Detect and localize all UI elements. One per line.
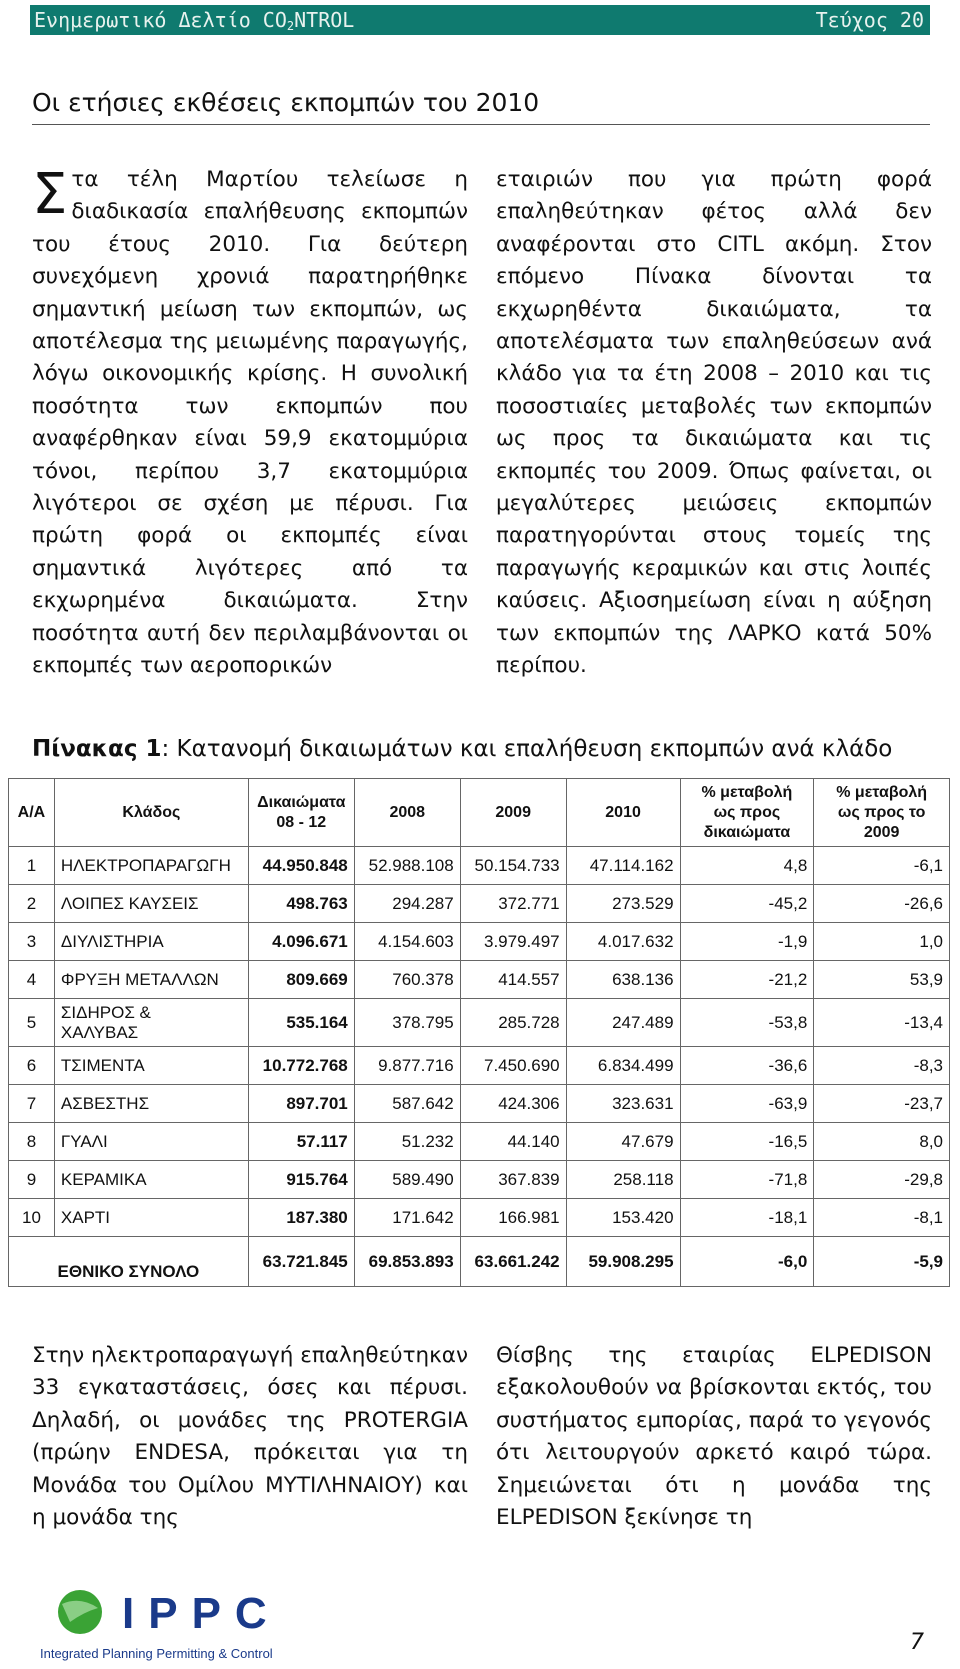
cell-pct-2009: 1,0 — [814, 923, 950, 961]
cell-sector: ΚΕΡΑΜΙΚΑ — [54, 1161, 248, 1199]
table-row — [9, 885, 950, 923]
cell-pct-allowances: -53,8 — [680, 999, 814, 1047]
cell-2010: 323.631 — [566, 1085, 680, 1123]
cell-sector: ΛΟΙΠΕΣ ΚΑΥΣΕΙΣ — [54, 885, 248, 923]
cell-aa: 10 — [9, 1199, 55, 1237]
cell-pct-allowances: -1,9 — [680, 923, 814, 961]
table-row — [9, 1199, 950, 1237]
cell-allowances: 498.763 — [248, 885, 354, 923]
total-pct-allowances: -6,0 — [680, 1237, 814, 1287]
cell-aa: 3 — [9, 923, 55, 961]
cell-sector: ΑΣΒΕΣΤΗΣ — [54, 1085, 248, 1123]
cell-2008: 52.988.108 — [354, 847, 460, 885]
newsletter-header — [30, 5, 930, 35]
header-sector: Κλάδος — [54, 779, 248, 847]
section-title: Οι ετήσιες εκθέσεις εκπομπών του 2010 — [32, 88, 540, 117]
intro-left-column — [32, 164, 468, 683]
cell-pct-allowances: -71,8 — [680, 1161, 814, 1199]
cell-pct-2009: -26,6 — [814, 885, 950, 923]
cell-sector: ΣΙΔΗΡΟΣ & ΧΑΛΥΒΑΣ — [54, 999, 248, 1047]
intro-right-column: εταιριών που για πρώτη φορά επαληθεύτηκαν φέτος αλλά δεν αναφέρονται στο CITL ακόμη. Στον επόμενο Πίνακα δίνονται τα εκχωρηθέντα δικαιώματα, τα αποτελέσματα των επαληθεύσεων ανά κλάδο για τα έτη 2008 – 2010 και τις ποσοστιαίες μεταβολές των εκπομπών ως προς τα δικαιώματα και τις εκπομπές του 2009. Όπως φαίνεται, οι μεγαλύτερες μειώσεις εκπομπών παρατηγορύνται στους τομείς της παραγωγής κεραμικών και στις λοιπές καύσεις. Αξιοσημείωση είναι η αύξηση των εκπομπών της ΛΑΡΚΟ κατά 50% περίπου. — [496, 167, 932, 679]
total-label: ΕΘΝΙΚΟ ΣΥΝΟΛΟ — [9, 1237, 249, 1287]
cell-2010: 6.834.499 — [566, 1047, 680, 1085]
cell-pct-allowances: -36,6 — [680, 1047, 814, 1085]
newsletter-title: Ενημερωτικό Δελτίο $CO_2NTROL$ — [34, 8, 355, 33]
header-aa: Α/Α — [9, 779, 55, 847]
cell-2008: 171.642 — [354, 1199, 460, 1237]
cell-aa: 9 — [9, 1161, 55, 1199]
table-row — [9, 923, 950, 961]
cell-allowances: 915.764 — [248, 1161, 354, 1199]
cell-2009: 424.306 — [460, 1085, 566, 1123]
cell-allowances: 10.772.768 — [248, 1047, 354, 1085]
cell-2009: 3.979.497 — [460, 923, 566, 961]
total-2009: 63.661.242 — [460, 1237, 566, 1287]
cell-pct-2009: 8,0 — [814, 1123, 950, 1161]
cell-pct-2009: -23,7 — [814, 1085, 950, 1123]
cell-2010: 47.114.162 — [566, 847, 680, 885]
cell-pct-allowances: -45,2 — [680, 885, 814, 923]
cell-aa: 5 — [9, 999, 55, 1047]
cell-aa: 4 — [9, 961, 55, 999]
cell-pct-2009: -29,8 — [814, 1161, 950, 1199]
total-allowances: 63.721.845 — [248, 1237, 354, 1287]
cell-2008: 4.154.603 — [354, 923, 460, 961]
header-pct-2009: % μεταβολή ως προς το 2009 — [814, 779, 950, 847]
cell-pct-2009: 53,9 — [814, 961, 950, 999]
total-pct-2009: -5,9 — [814, 1237, 950, 1287]
cell-aa: 2 — [9, 885, 55, 923]
cell-pct-2009: -13,4 — [814, 999, 950, 1047]
cell-sector: ΔΙΥΛΙΣΤΗΡΙΑ — [54, 923, 248, 961]
cell-sector: ΧΑΡΤΙ — [54, 1199, 248, 1237]
cell-2008: 294.287 — [354, 885, 460, 923]
table-row — [9, 1085, 950, 1123]
cell-2010: 273.529 — [566, 885, 680, 923]
cell-2009: 414.557 — [460, 961, 566, 999]
cell-2010: 638.136 — [566, 961, 680, 999]
logo-tagline: Integrated Planning Permitting & Control — [40, 1646, 273, 1661]
total-2010: 59.908.295 — [566, 1237, 680, 1287]
cell-2009: 166.981 — [460, 1199, 566, 1237]
table-caption: Πίνακας 1: Κατανομή δικαιωμάτων και επαλήθευση εκπομπών ανά κλάδο — [32, 736, 893, 762]
page-number: 7 — [910, 1630, 924, 1655]
table-row — [9, 961, 950, 999]
cell-2008: 378.795 — [354, 999, 460, 1047]
cell-2010: 153.420 — [566, 1199, 680, 1237]
cell-pct-allowances: -63,9 — [680, 1085, 814, 1123]
cell-aa: 1 — [9, 847, 55, 885]
cell-sector: ΤΣΙΜΕΝΤΑ — [54, 1047, 248, 1085]
header-2010: 2010 — [566, 779, 680, 847]
cell-sector: ΦΡΥΞΗ ΜΕΤΑΛΛΩΝ — [54, 961, 248, 999]
total-2008: 69.853.893 — [354, 1237, 460, 1287]
logo-acronym: IPPC — [122, 1589, 280, 1638]
title-divider — [32, 124, 930, 125]
header-allowances: Δικαιώματα 08 - 12 — [248, 779, 354, 847]
cell-allowances: 44.950.848 — [248, 847, 354, 885]
table-row — [9, 1123, 950, 1161]
ippc-logo — [40, 1582, 280, 1662]
table-header-row — [9, 779, 950, 847]
cell-2008: 587.642 — [354, 1085, 460, 1123]
cell-allowances: 809.669 — [248, 961, 354, 999]
cell-sector: ΓΥΑΛΙ — [54, 1123, 248, 1161]
cell-allowances: 187.380 — [248, 1199, 354, 1237]
header-2009: 2009 — [460, 779, 566, 847]
cell-allowances: 897.701 — [248, 1085, 354, 1123]
ippc-logo-graphic — [40, 1582, 280, 1662]
cell-pct-allowances: 4,8 — [680, 847, 814, 885]
cell-2010: 4.017.632 — [566, 923, 680, 961]
cell-2008: 51.232 — [354, 1123, 460, 1161]
cell-aa: 6 — [9, 1047, 55, 1085]
cell-2008: 589.490 — [354, 1161, 460, 1199]
cell-2009: 7.450.690 — [460, 1047, 566, 1085]
header-pct-allowances: % μεταβολή ως προς δικαιώματα — [680, 779, 814, 847]
cell-allowances: 4.096.671 — [248, 923, 354, 961]
cell-pct-allowances: -21,2 — [680, 961, 814, 999]
intro-left-text: τα τέλη Μαρτίου τελείωσε η διαδικασία επαλήθευσης εκπομπών του έτους 2010. Για δεύτερη συνεχόμενη χρονιά παρατηρήθηκε σημαντική μείωση των εκπομπών, ως αποτέλεσμα της μειωμένης παραγωγής, λόγω οικονομικής κρίσης. Η συνολική ποσότητα των εκπομπών που αναφέρθηκαν είναι 59,9 εκατομμύρια τόνοι, περίπου 3,7 εκατομμύρια λιγότεροι σε σχέση με πέρυσι. Για πρώτη φορά οι εκπομπές είναι σημαντικά λιγότερες από τα εκχωρημένα δικαιώματα. Στην ποσότητα αυτή δεν περιλαμβάνονται οι εκπομπές των αεροπορικών — [32, 167, 468, 679]
cell-pct-allowances: -18,1 — [680, 1199, 814, 1237]
cell-pct-allowances: -16,5 — [680, 1123, 814, 1161]
cell-2009: 44.140 — [460, 1123, 566, 1161]
issue-number: Τεύχος 20 — [815, 8, 924, 32]
cell-2010: 258.118 — [566, 1161, 680, 1199]
table-total-row — [9, 1237, 950, 1287]
header-2008: 2008 — [354, 779, 460, 847]
cell-allowances: 535.164 — [248, 999, 354, 1047]
closing-left-column: Στην ηλεκτροπαραγωγή επαληθεύτηκαν 33 εγκαταστάσεις, όσες και πέρυσι. Δηλαδή, οι μονάδες της PROTERGIA (πρώην ENDESA, πρόκειται για τη Μονάδα του Ομίλου ΜΥΤΙΛΗΝΑΙΟΥ) και η μονάδα της — [32, 1343, 468, 1531]
cell-pct-2009: -8,3 — [814, 1047, 950, 1085]
cell-pct-2009: -8,1 — [814, 1199, 950, 1237]
cell-2009: 50.154.733 — [460, 847, 566, 885]
cell-aa: 7 — [9, 1085, 55, 1123]
closing-right-column: Θίσβης της εταιρίας ELPEDISON εξακολουθούν να βρίσκονται εκτός, του συστήματος εμπορίας, παρά το γεγονός ότι λειτουργούν αρκετό καιρό τώρα. Σημειώνεται ότι η μονάδα της ELPEDISON ξεκίνησε τη — [496, 1343, 932, 1531]
cell-pct-2009: -6,1 — [814, 847, 950, 885]
cell-2009: 372.771 — [460, 885, 566, 923]
table-row — [9, 847, 950, 885]
allocation-table — [8, 778, 950, 1287]
cell-aa: 8 — [9, 1123, 55, 1161]
table-row — [9, 1047, 950, 1085]
cell-2009: 285.728 — [460, 999, 566, 1047]
cell-sector: ΗΛΕΚΤΡΟΠΑΡΑΓΩΓΗ — [54, 847, 248, 885]
cell-allowances: 57.117 — [248, 1123, 354, 1161]
cell-2010: 247.489 — [566, 999, 680, 1047]
cell-2009: 367.839 — [460, 1161, 566, 1199]
cell-2010: 47.679 — [566, 1123, 680, 1161]
table-row — [9, 1161, 950, 1199]
cell-2008: 760.378 — [354, 961, 460, 999]
table-row — [9, 999, 950, 1047]
drop-cap: Σ — [32, 162, 68, 227]
cell-2008: 9.877.716 — [354, 1047, 460, 1085]
